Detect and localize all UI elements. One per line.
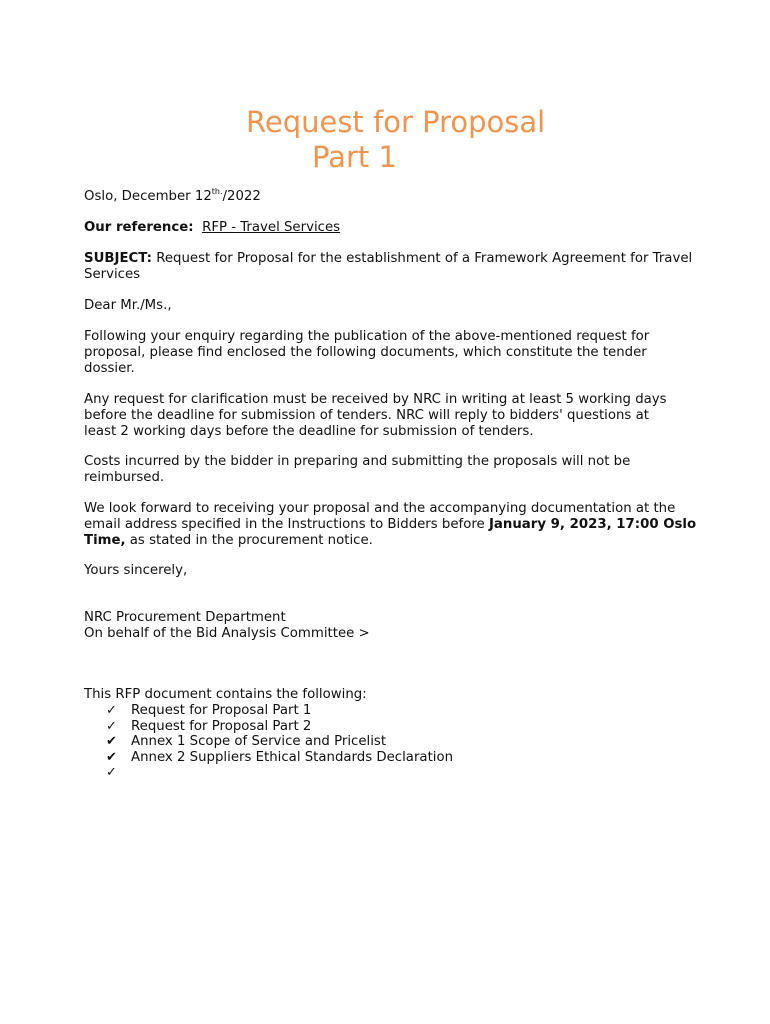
deadline-text-before: We look forward to receiving your proposal and the accompanying documentation at the email address specified in the Instructions to Bidders before xyxy=(84,501,676,532)
salutation: Dear Mr./Ms., xyxy=(84,298,172,313)
document-subtitle: Part 1 xyxy=(312,140,397,174)
paragraph-deadline xyxy=(84,501,699,549)
date-ordinal: th. xyxy=(211,187,223,196)
list-item-label: Request for Proposal Part 2 xyxy=(131,718,312,734)
signature-line-1: NRC Procurement Department xyxy=(84,610,286,625)
reference-line xyxy=(84,220,704,236)
checkmark-icon: ✓ xyxy=(106,703,117,718)
paragraph-clarification: Any request for clarification must be received by NRC in writing at least 5 working days before the deadline for submission of tenders. NRC will reply to bidders' questions at least 2 working days before the deadline for submission of tenders. xyxy=(84,392,667,439)
contents-intro: This RFP document contains the following: xyxy=(84,687,367,702)
deadline-date: January 9, 2023, 17:00 Oslo Time, xyxy=(84,517,697,548)
list-item xyxy=(84,719,704,735)
closing: Yours sincerely, xyxy=(84,563,188,578)
reference-value: RFP - Travel Services xyxy=(202,220,341,235)
list-item-label: Request for Proposal Part 1 xyxy=(131,703,312,718)
contents-list xyxy=(84,687,704,781)
document-title: Request for Proposal xyxy=(246,105,546,139)
paragraph-costs: Costs incurred by the bidder in preparing and submitting the proposals will not be reimbursed. xyxy=(84,454,631,485)
list-item xyxy=(84,765,704,781)
paragraph-enquiry: Following your enquiry regarding the publication of the above-mentioned request for proposal, please find enclosed the following documents, which constitute the tender dossier. xyxy=(84,329,650,376)
heavy-checkmark-icon: ✔ xyxy=(106,734,117,749)
list-item xyxy=(84,734,704,750)
date-prefix: Oslo, December 12 xyxy=(84,189,212,204)
list-item xyxy=(84,750,704,766)
subject-paragraph xyxy=(84,251,699,283)
date-line xyxy=(84,189,704,205)
date-suffix: /2022 xyxy=(222,189,261,204)
checkmark-icon: ✓ xyxy=(106,718,117,734)
subject-text: Request for Proposal for the establishment of a Framework Agreement for Travel Services xyxy=(84,251,693,282)
checkmark-icon: ✓ xyxy=(106,765,117,780)
heavy-checkmark-icon: ✔ xyxy=(106,749,117,765)
list-item xyxy=(84,703,704,719)
list-item-label: Annex 2 Suppliers Ethical Standards Declaration xyxy=(131,749,454,765)
signature-line-2: On behalf of the Bid Analysis Committee > xyxy=(84,626,370,641)
list-item-label: Annex 1 Scope of Service and Pricelist xyxy=(131,734,387,749)
subject-label: SUBJECT: xyxy=(84,251,152,266)
reference-label: Our reference: xyxy=(84,220,194,235)
deadline-text-after: as stated in the procurement notice. xyxy=(125,533,373,548)
